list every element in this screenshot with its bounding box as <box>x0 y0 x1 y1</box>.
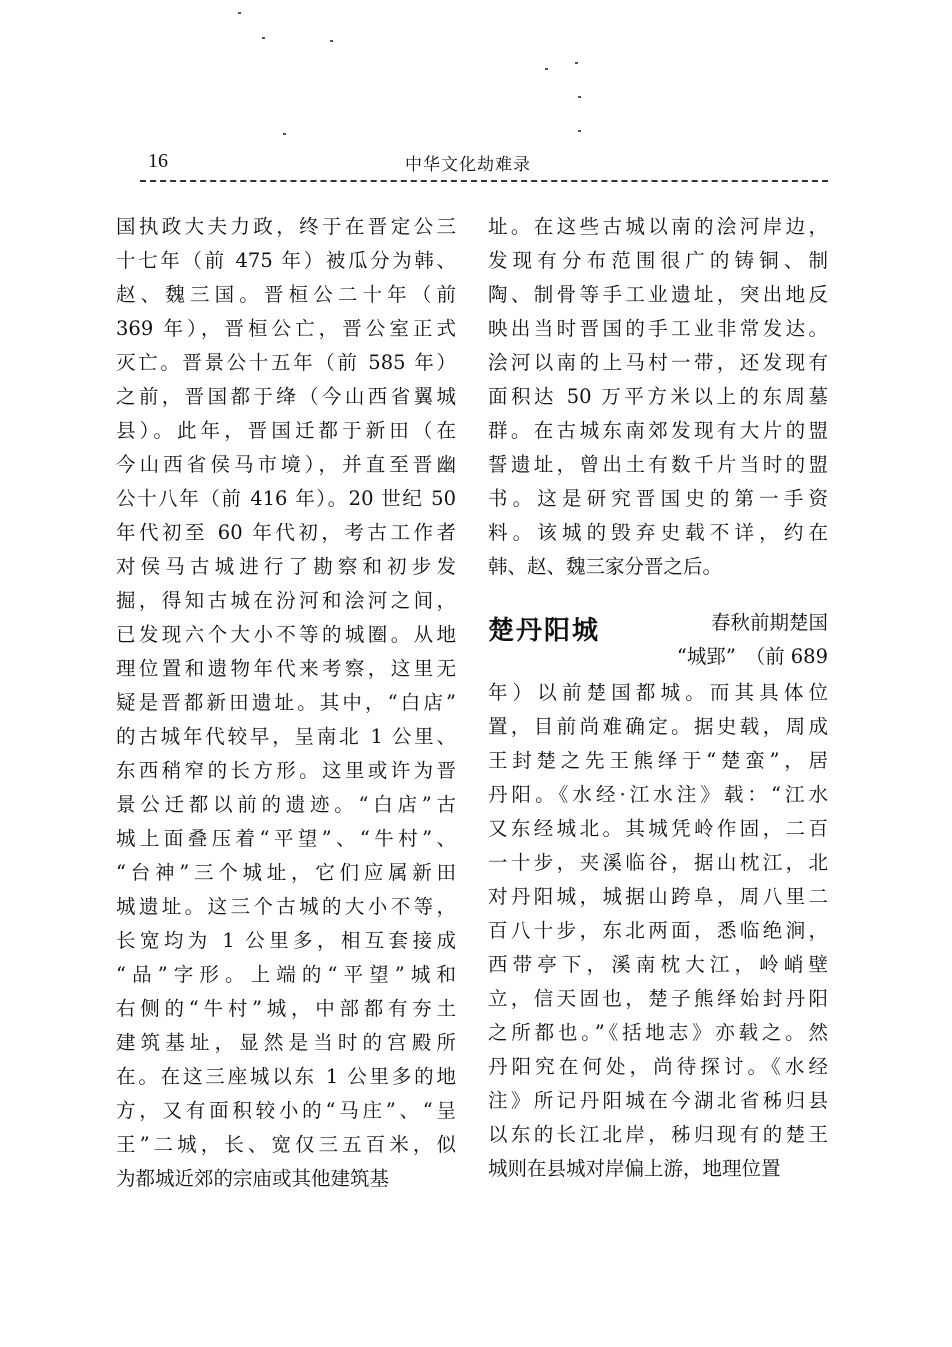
scan-speck <box>578 96 581 98</box>
text-line: 今山西省侯马市境），并直至晋幽 <box>116 453 456 476</box>
text-line: 对侯马古城进行了勘察和初步发 <box>116 555 456 578</box>
scan-speck <box>575 62 578 64</box>
text-line: 369 年），晋桓公亡，晋公室正式 <box>116 317 456 340</box>
entry-title: 楚丹阳城 <box>488 616 601 646</box>
text-line: 之所都也。”《括地志》亦载之。然 <box>488 1021 828 1044</box>
scan-speck <box>283 133 286 135</box>
text-line: 公十八年（前 416 年）。20 世纪 50 <box>116 487 456 510</box>
text-line: 百八十步，东北两面，悉临绝涧， <box>488 919 828 942</box>
text-line: 掘，得知古城在汾河和浍河之间， <box>116 589 456 612</box>
text-line: 右侧的“牛村”城，中部都有夯土 <box>116 997 456 1020</box>
text-line: 注》所记丹阳城在今湖北省秭归县 <box>488 1089 828 1112</box>
text-line: 之前，晋国都于绛（今山西省翼城 <box>116 385 456 408</box>
text-line: 国执政大夫力政，终于在晋定公三 <box>116 215 456 238</box>
text-line: 年）以前楚国都城。而其具体位 <box>488 681 828 704</box>
page-number: 16 <box>148 150 168 172</box>
text-line: 陶、制骨等手工业遗址，突出地反 <box>488 283 828 306</box>
scan-speck <box>330 40 333 42</box>
text-line: 疑是晋都新田遗址。其中，“白店” <box>116 691 456 714</box>
text-line: 已发现六个大小不等的城圈。从地 <box>116 623 456 646</box>
text-line: 韩、赵、魏三家分晋之后。 <box>488 555 723 578</box>
running-head-title: 中华文化劫难录 <box>405 155 531 175</box>
right-column <box>488 210 828 1186</box>
right-column-top-text <box>488 210 828 584</box>
text-line: 王”二城，长、宽仅三五百米，似 <box>116 1133 456 1156</box>
right-column-bottom-text <box>488 676 828 1186</box>
text-line: 对丹阳城，城据山跨阜，周八里二 <box>488 885 828 908</box>
text-line: 址。在这些古城以南的浍河岸边， <box>488 215 828 238</box>
text-line: 的古城年代较早，呈南北 1 公里、 <box>116 725 456 748</box>
text-line: 一十步，夹溪临谷，据山枕江，北 <box>488 851 828 874</box>
text-line: 年代初至 60 年代初，考古工作者 <box>116 521 456 544</box>
entry-heading-block <box>488 606 828 676</box>
text-line: 城遗址。这三个古城的大小不等， <box>116 895 456 918</box>
text-line: 立，信天固也，楚子熊绎始封丹阳 <box>488 987 828 1010</box>
text-line: 长宽均为 1 公里多，相互套接成 <box>116 929 456 952</box>
text-line: 群。在古城东南郊发现有大片的盟 <box>488 419 828 442</box>
text-line: 又东经城北。其城凭岭作固，二百 <box>488 817 828 840</box>
text-line: 为都城近郊的宗庙或其他建筑基 <box>116 1167 390 1190</box>
text-line: 方，又有面积较小的“马庄”、“呈 <box>116 1099 456 1122</box>
text-line: 誓遗址，曾出土有数千片当时的盟 <box>488 453 828 476</box>
text-line: 景公迁都以前的遗迹。“白店”古 <box>116 793 456 816</box>
scan-speck <box>238 12 241 14</box>
text-line: 西带亭下，溪南枕大江，岭峭壁 <box>488 953 828 976</box>
text-line: 灭亡。晋景公十五年（前 585 年） <box>116 351 456 374</box>
text-line: 置，目前尚难确定。据史载，周成 <box>488 715 828 738</box>
text-line: 十七年（前 475 年）被瓜分为韩、 <box>116 249 456 272</box>
text-line: 县）。此年，晋国迁都于新田（在 <box>116 419 456 442</box>
text-line: 王封楚之先王熊绎于“楚蛮”，居 <box>488 749 828 772</box>
entry-side-line-1: 春秋前期楚国 <box>710 611 828 634</box>
text-line: 赵、魏三国。晋桓公二十年（前 <box>116 283 456 306</box>
header-rule <box>140 180 828 182</box>
text-line: 城则在县城对岸偏上游，地理位置 <box>488 1157 781 1180</box>
text-line: 料。该城的毁弃史载不详，约在 <box>488 521 828 544</box>
entry-side-line-2: “城郢” （前 689 <box>676 645 828 668</box>
text-line: 以东的长江北岸，秭归现有的楚王 <box>488 1123 828 1146</box>
text-line: “台神”三个城址，它们应属新田 <box>116 861 456 884</box>
scan-speck <box>545 68 548 70</box>
left-column <box>116 210 456 1196</box>
scan-speck <box>578 130 581 132</box>
scan-speck <box>262 37 265 39</box>
text-line: 丹阳。《水经·江水注》载：“江水 <box>488 783 828 806</box>
text-line: 城上面叠压着“平望”、“牛村”、 <box>116 827 456 850</box>
text-line: 东西稍窄的长方形。这里或许为晋 <box>116 759 456 782</box>
text-line: 建筑基址，显然是当时的宫殿所 <box>116 1031 456 1054</box>
text-line: 面积达 50 万平方米以上的东周墓 <box>488 385 828 408</box>
text-line: 丹阳究在何处，尚待探讨。《水经 <box>488 1055 828 1078</box>
text-line: “品”字形。上端的“平望”城和 <box>116 963 456 986</box>
text-line: 在。在这三座城以东 1 公里多的地 <box>116 1065 456 1088</box>
text-line: 理位置和遗物年代来考察，这里无 <box>116 657 456 680</box>
text-line: 浍河以南的上马村一带，还发现有 <box>488 351 828 374</box>
section-gap <box>488 584 828 606</box>
text-line: 书。这是研究晋国史的第一手资 <box>488 487 828 510</box>
text-line: 发现有分布范围很广的铸铜、制 <box>488 249 828 272</box>
text-line: 映出当时晋国的手工业非常发达。 <box>488 317 828 340</box>
